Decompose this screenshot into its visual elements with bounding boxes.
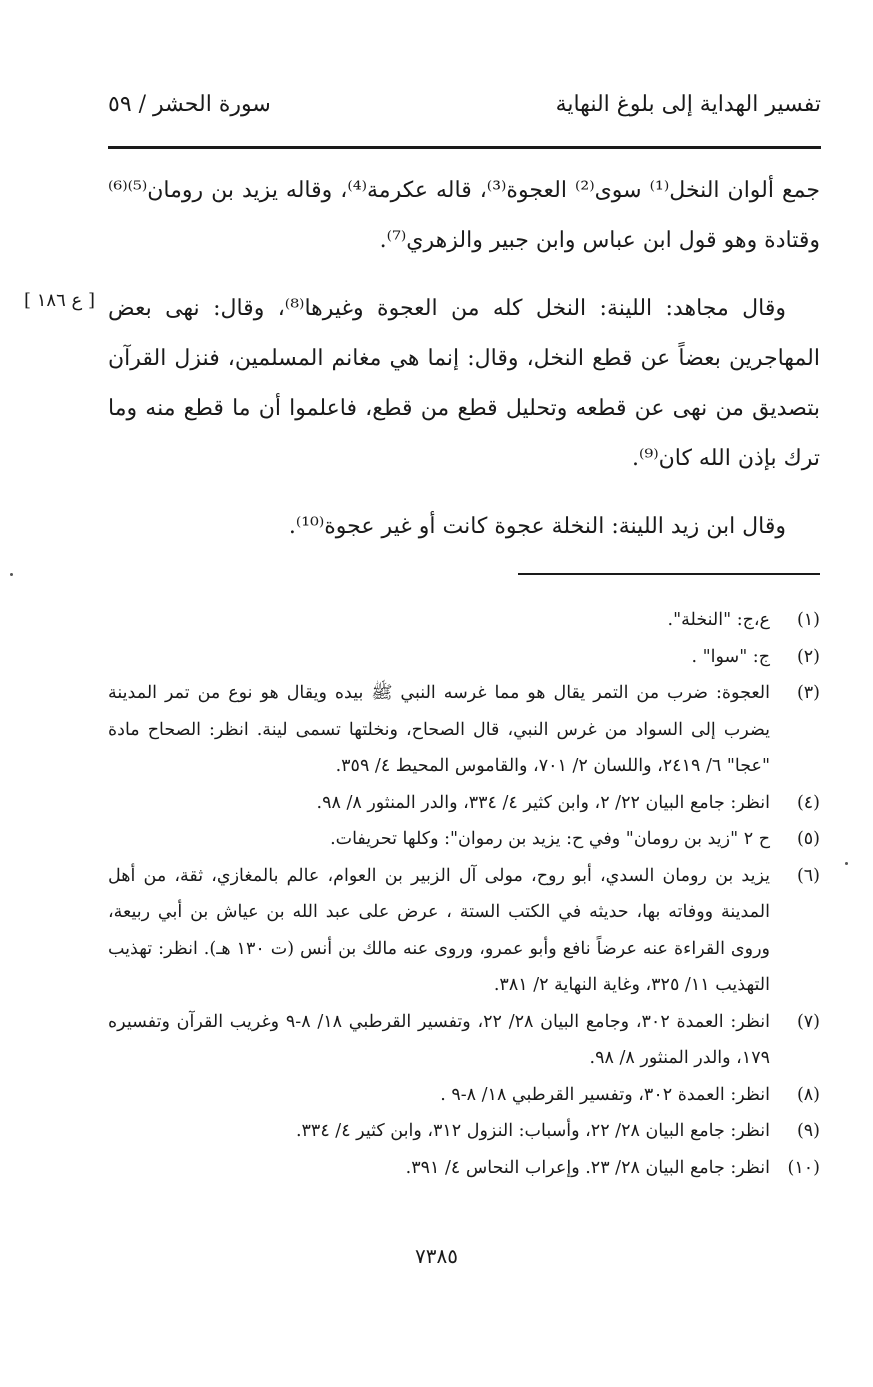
footnote-text: ح ٢ "زيد بن رومان" وفي ح: يزيد بن رموان": وكلها تحريفات. <box>330 829 770 849</box>
footnote-number: (٩) <box>796 1121 820 1141</box>
footnotes <box>108 602 820 1186</box>
main-text <box>108 166 820 552</box>
footnote-number: (٣) <box>796 683 820 703</box>
footnote-item <box>108 785 820 822</box>
footnote-item <box>108 858 820 1004</box>
footnote-text: انظر: جامع البيان ٢٢/ ٢، وابن كثير ٤/ ٣٣٤، والدر المنثور ٨/ ٩٨. <box>316 792 770 813</box>
footnote-item <box>108 821 820 858</box>
paragraph: وقال ابن زيد اللينة: النخلة عجوة كانت أو غير عجوة⁽¹⁰⁾. <box>288 514 786 539</box>
footnote-number: (١) <box>796 610 820 630</box>
paragraph: جمع ألوان النخل⁽¹⁾ سوى⁽²⁾ العجوة⁽³⁾، قاله عكرمة⁽⁴⁾، وقاله يزيد بن رومان⁽⁵⁾⁽⁶⁾ وقتادة وهو قول ابن عباس وابن جبير والزهري⁽⁷⁾. <box>108 178 820 253</box>
running-header <box>108 92 821 152</box>
footnote-text: ع،ج: "النخلة". <box>667 610 770 630</box>
paragraph: وقال مجاهد: اللينة: النخل كله من العجوة وغيرها⁽⁸⁾، وقال: نهى بعض المهاجرين بعضاً عن قطع النخل، وقال: إنما هي مغانم المسلمين، فنزل القرآن بتصديق من نهى عن قطعه وتحليل قطع من قطع، فاعلموا أن ما قطع منه وما ترك بإذن الله كان⁽⁹⁾. <box>108 296 820 471</box>
footnote-text: ج: "سوا" . <box>691 646 770 667</box>
footnote-number: (١٠) <box>787 1157 820 1178</box>
footnote-item <box>108 1004 820 1077</box>
footnote-text: يزيد بن رومان السدي، أبو روح، مولى آل الزبير بن العوام، عالم بالمغازي، ثقة، من أهل المدينة ووفاته بها، حديثه في الكتب الستة ، عرض على عبد الله بن عياش بن أبي ربيعة، وروى القراءة عنه عرضاً نافع وأبو عمرو، وروى عنه مالك بن أنس (ت ١٣٠ هـ). انظر: تهذيب التهذيب ١١/ ٣٢٥، وغاية النهاية ٢/ ٣٨١. <box>108 865 770 995</box>
footnote-item <box>108 1113 820 1150</box>
footnote-item <box>108 675 820 785</box>
footnote-separator <box>518 573 820 575</box>
surah-title: سورة الحشر / ٥٩ <box>108 92 271 117</box>
footnote-number: (٤) <box>796 792 820 813</box>
footnote-number: (٦) <box>796 865 820 886</box>
footnote-item <box>108 639 820 676</box>
footnote-number: (٧) <box>796 1011 820 1032</box>
footnote-text: انظر: العمدة ٣٠٢، وتفسير القرطبي ١٨/ ٨-٩ . <box>440 1084 770 1105</box>
scan-speck <box>10 573 13 576</box>
footnote-number: (٨) <box>796 1084 820 1105</box>
footnote-number: (٢) <box>796 646 820 667</box>
page-number: ٧٣٨٥ <box>415 1244 458 1268</box>
footnote-item <box>108 602 820 639</box>
footnote-text: انظر: جامع البيان ٢٨/ ٢٢، وأسباب: النزول ٣١٢، وابن كثير ٤/ ٣٣٤. <box>295 1121 770 1141</box>
manuscript-margin-reference: [ ع ١٨٦ ] <box>24 290 95 311</box>
footnote-item <box>108 1077 820 1114</box>
footnote-text: العجوة: ضرب من التمر يقال هو مما غرسه النبي ﷺ بيده ويقال هو نوع من تمر المدينة يضرب إلى السواد من غرس النبي، قال الصحاح، ونخلتها تسمى لينة. انظر: الصحاح مادة "عجا" ٦/ ٢٤١٩، واللسان ٢/ ٧٠١، والقاموس المحيط ٤/ ٣٥٩. <box>108 683 770 776</box>
footnote-text: انظر: جامع البيان ٢٨/ ٢٣. وإعراب النحاس ٤/ ٣٩١. <box>405 1157 770 1178</box>
footnote-item <box>108 1150 820 1187</box>
scan-speck <box>845 862 848 865</box>
footnote-text: انظر: العمدة ٣٠٢، وجامع البيان ٢٨/ ٢٢، وتفسير القرطبي ١٨/ ٨-٩ وغريب القرآن وتفسيره ١٧٩، والدر المنثور ٨/ ٩٨. <box>108 1011 770 1068</box>
header-rule <box>108 146 821 149</box>
book-title: تفسير الهداية إلى بلوغ النهاية <box>555 92 821 117</box>
footnote-number: (٥) <box>796 829 820 849</box>
